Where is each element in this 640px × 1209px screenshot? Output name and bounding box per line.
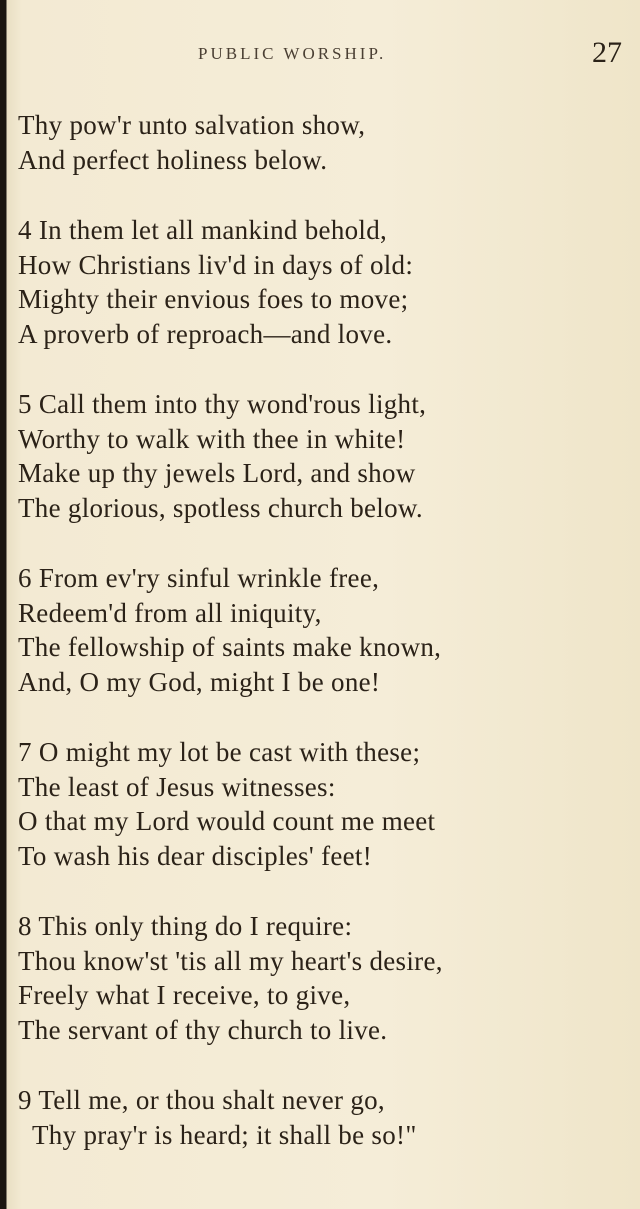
stanza-5 xyxy=(18,387,630,525)
verse-line: The servant of thy church to live. xyxy=(18,1014,388,1045)
verse-line: The glorious, spotless church below. xyxy=(18,492,423,523)
verse-line: How Christians liv'd in days of old: xyxy=(18,249,414,280)
verse-line: And, O my God, might I be one! xyxy=(18,666,381,697)
verse-line: Redeem'd from all iniquity, xyxy=(18,597,322,628)
page-number: 27 xyxy=(592,36,622,69)
running-title: PUBLIC WORSHIP. xyxy=(198,44,387,63)
verse-line: The fellowship of saints make known, xyxy=(18,632,442,662)
verse-line: To wash his dear disciples' feet! xyxy=(18,840,373,871)
verse-line: And perfect holiness below. xyxy=(18,144,328,175)
verse-line: Make up thy jewels Lord, and show xyxy=(18,458,416,488)
verse-line: O that my Lord would count me meet xyxy=(18,806,436,836)
verse-line: Thou know'st 'tis all my heart's desire, xyxy=(18,945,443,976)
verse-line: Thy pow'r unto salvation show, xyxy=(18,110,366,140)
stanza-7 xyxy=(18,735,630,873)
verse-line: The least of Jesus witnesses: xyxy=(18,771,336,802)
verse-line: 4 In them let all mankind behold, xyxy=(18,215,388,245)
stanza-6 xyxy=(18,561,630,699)
verse-line: 7 O might my lot be cast with these; xyxy=(18,737,421,767)
verse-line: 9 Tell me, or thou shalt never go, xyxy=(18,1085,385,1115)
verse-line: 6 From ev'ry sinful wrinkle free, xyxy=(18,563,380,593)
stanza-8 xyxy=(18,909,630,1047)
verse-line: Freely what I receive, to give, xyxy=(18,980,351,1010)
verse-line: 8 This only thing do I require: xyxy=(18,911,353,941)
stanza-4 xyxy=(18,213,630,351)
verse-line: Thy pray'r is heard; it shall be so!" xyxy=(32,1119,417,1150)
verse-line: Worthy to walk with thee in white! xyxy=(18,423,406,454)
verse-line: 5 Call them into thy wond'rous light, xyxy=(18,389,427,419)
stanza-9 xyxy=(18,1083,630,1152)
verse-line: A proverb of reproach—and love. xyxy=(18,318,393,349)
hymn-text xyxy=(18,108,630,1188)
stanza-continuation xyxy=(18,108,630,177)
verse-line: Mighty their envious foes to move; xyxy=(18,284,409,314)
